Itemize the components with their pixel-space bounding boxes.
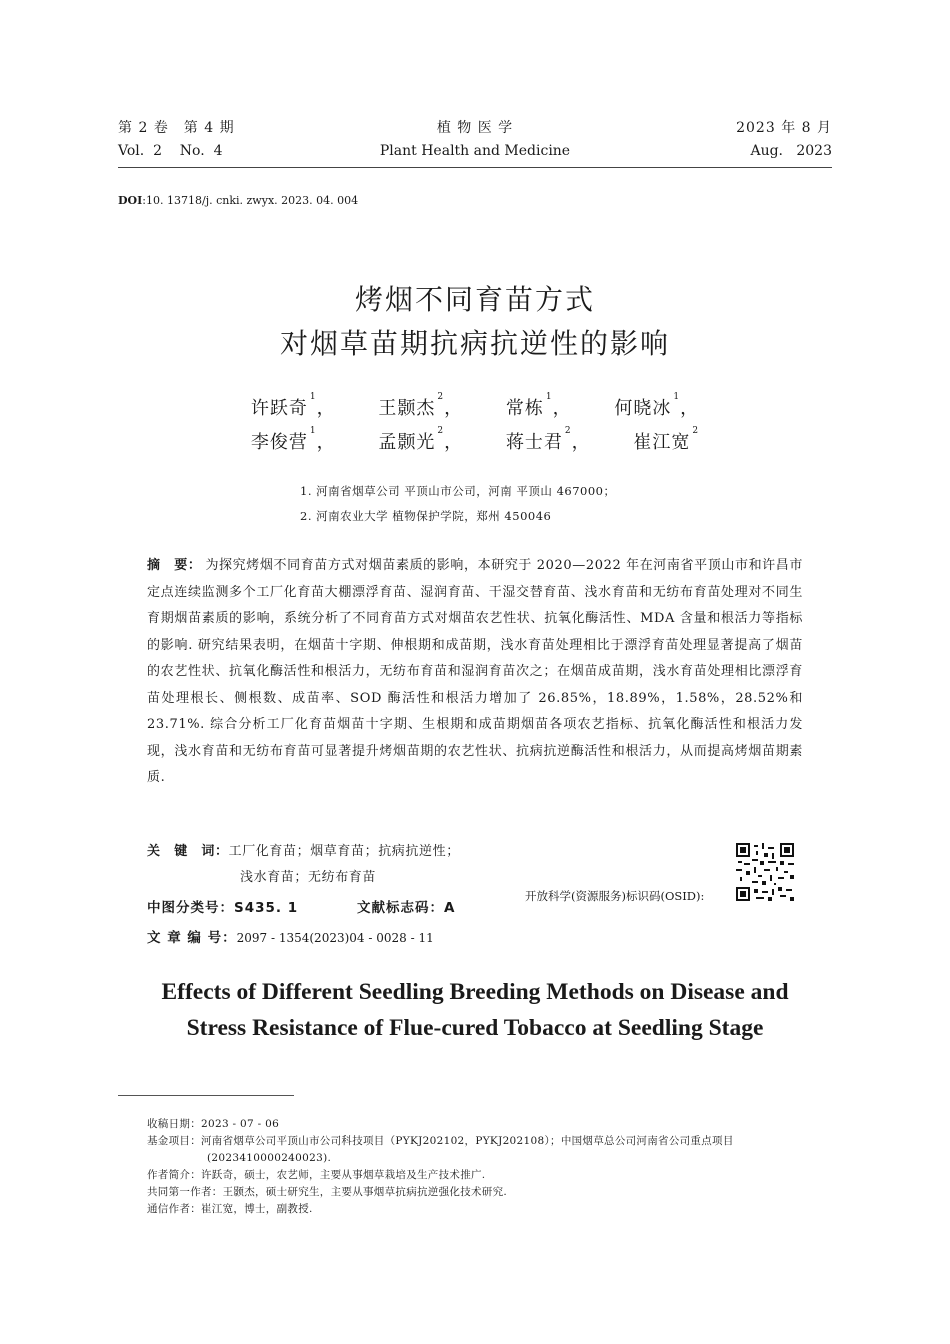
keywords (147, 840, 460, 859)
authors-row1 (0, 394, 950, 420)
author: 李俊营$^1$， (250, 426, 336, 453)
date-cn: 2023 年 8 月 (736, 120, 832, 136)
title-en-line1: Effects of Different Seedling Breeding Methods on Disease and (161, 979, 789, 1005)
title-cn-line2: 对烟草苗期抗病抗逆性的影响 (279, 327, 670, 360)
title-cn-line1: 烤烟不同育苗方式 (354, 283, 595, 316)
abstract-text: 为探究烤烟不同育苗方式对烟苗素质的影响，本研究于 2020—2022 年在河南省平顶山市和许昌市定点连续监测多个工厂化育苗大棚漂浮育苗、湿润育苗、干湿交替育苗、浅水育苗和无纺布育苗处理对不同生育期烟苗素质的影响，系统分析了不同育苗方式对烟苗农艺性状、抗氧化酶活性、MDA 含量和根活力等指标的影响. 研究结果表明，在烟苗十字期、伸根期和成苗期，浅水育苗处理相比于漂浮育苗处理显著提高了烟苗的农艺性状、抗氧化酶活性和根活力，无纺布育苗和湿润育苗次之；在烟苗成苗期，浅水育苗处理相比漂浮育苗处理根长、侧根数、成苗率、SOD 酶活性和根活力增加了 26.85%，18.89%，1.58%，28.52%和 23.71%. 综合分析工厂化育苗烟苗十字期、生根期和成苗期烟苗各项农艺指标、抗氧化酶活性和根活力发现，浅水育苗和无纺布育苗可显著提升烤烟苗期的农艺性状、抗病抗逆酶活性和根活力，从而提高烤烟苗期素质. (147, 558, 803, 785)
fund-line1: 基金项目：河南省烟草公司平顶山市公司科技项目（PYKJ202102，PYKJ202108）；中国烟草总公司河南省公司重点项目 (147, 1135, 734, 1147)
journal-name-en: Plant Health and Medicine (379, 143, 571, 159)
received-date: 收稿日期：2023 - 07 - 06 (147, 1118, 280, 1130)
keywords-line1: 工厂化育苗；烟草育苗；抗病抗逆性； (228, 844, 460, 859)
co-first-author: 共同第一作者：王颢杰，硕士研究生，主要从事烟草抗病抗逆强化技术研究. (147, 1186, 508, 1198)
author-bio: 作者简介：许跃奇，硕士，农艺师，主要从事烟草栽培及生产技术推广. (147, 1169, 486, 1181)
document-code: 文献标志码：A (357, 900, 456, 916)
journal-name-cn: 植 物 医 学 (436, 120, 514, 136)
authors-row2 (0, 428, 950, 454)
footnote-rule (118, 1095, 294, 1096)
abstract-label: 摘 要： (147, 558, 202, 573)
corresponding-author: 通信作者：崔江宽，博士，副教授. (147, 1203, 313, 1215)
volume-issue-cn: 第 2 卷 第 4 期 (118, 120, 235, 136)
author: 常栋$^1$， (505, 392, 572, 419)
author: 何晓冰$^1$， (614, 392, 700, 419)
doi-value: 10. 13718/j. cnki. zwyx. 2023. 04. 004 (146, 194, 359, 207)
author: 孟颢光$^2$， (378, 426, 464, 453)
affiliation-2: 2. 河南农业大学 植物保护学院，郑州 450046 (300, 509, 552, 523)
doi-label: DOI (118, 194, 143, 207)
author: 崔江宽$^2$ (633, 426, 700, 453)
affiliation-1: 1. 河南省烟草公司 平顶山市公司，河南 平顶山 467000； (300, 484, 616, 498)
header-rule (118, 167, 832, 168)
article-number: 文 章 编 号：2097 - 1354(2023)04 - 0028 - 11 (147, 930, 434, 946)
author: 许跃奇$^1$， (250, 392, 336, 419)
keywords-line2: 浅水育苗；无纺布育苗 (240, 870, 377, 885)
author: 王颢杰$^2$， (378, 392, 464, 419)
title-en-line2: Stress Resistance of Flue-cured Tobacco at Seedling Stage (186, 1015, 764, 1041)
clc-code: 中图分类号：S435. 1 (147, 900, 299, 916)
osid-label: 开放科学(资源服务)标识码(OSID): (525, 889, 705, 903)
volume-issue-en: Vol. 2 No. 4 (118, 143, 223, 159)
qr-code-icon[interactable] (736, 843, 794, 901)
keywords-label: 关 键 词： (147, 844, 229, 859)
fund-line2: (2023410000240023). (207, 1152, 332, 1164)
date-en: Aug. 2023 (750, 143, 832, 159)
abstract (147, 553, 803, 792)
author: 蒋士君$^2$， (505, 426, 591, 453)
doi-line: DOI:10. 13718/j. cnki. zwyx. 2023. 04. 004 (118, 194, 359, 207)
footnotes (147, 1116, 837, 1218)
